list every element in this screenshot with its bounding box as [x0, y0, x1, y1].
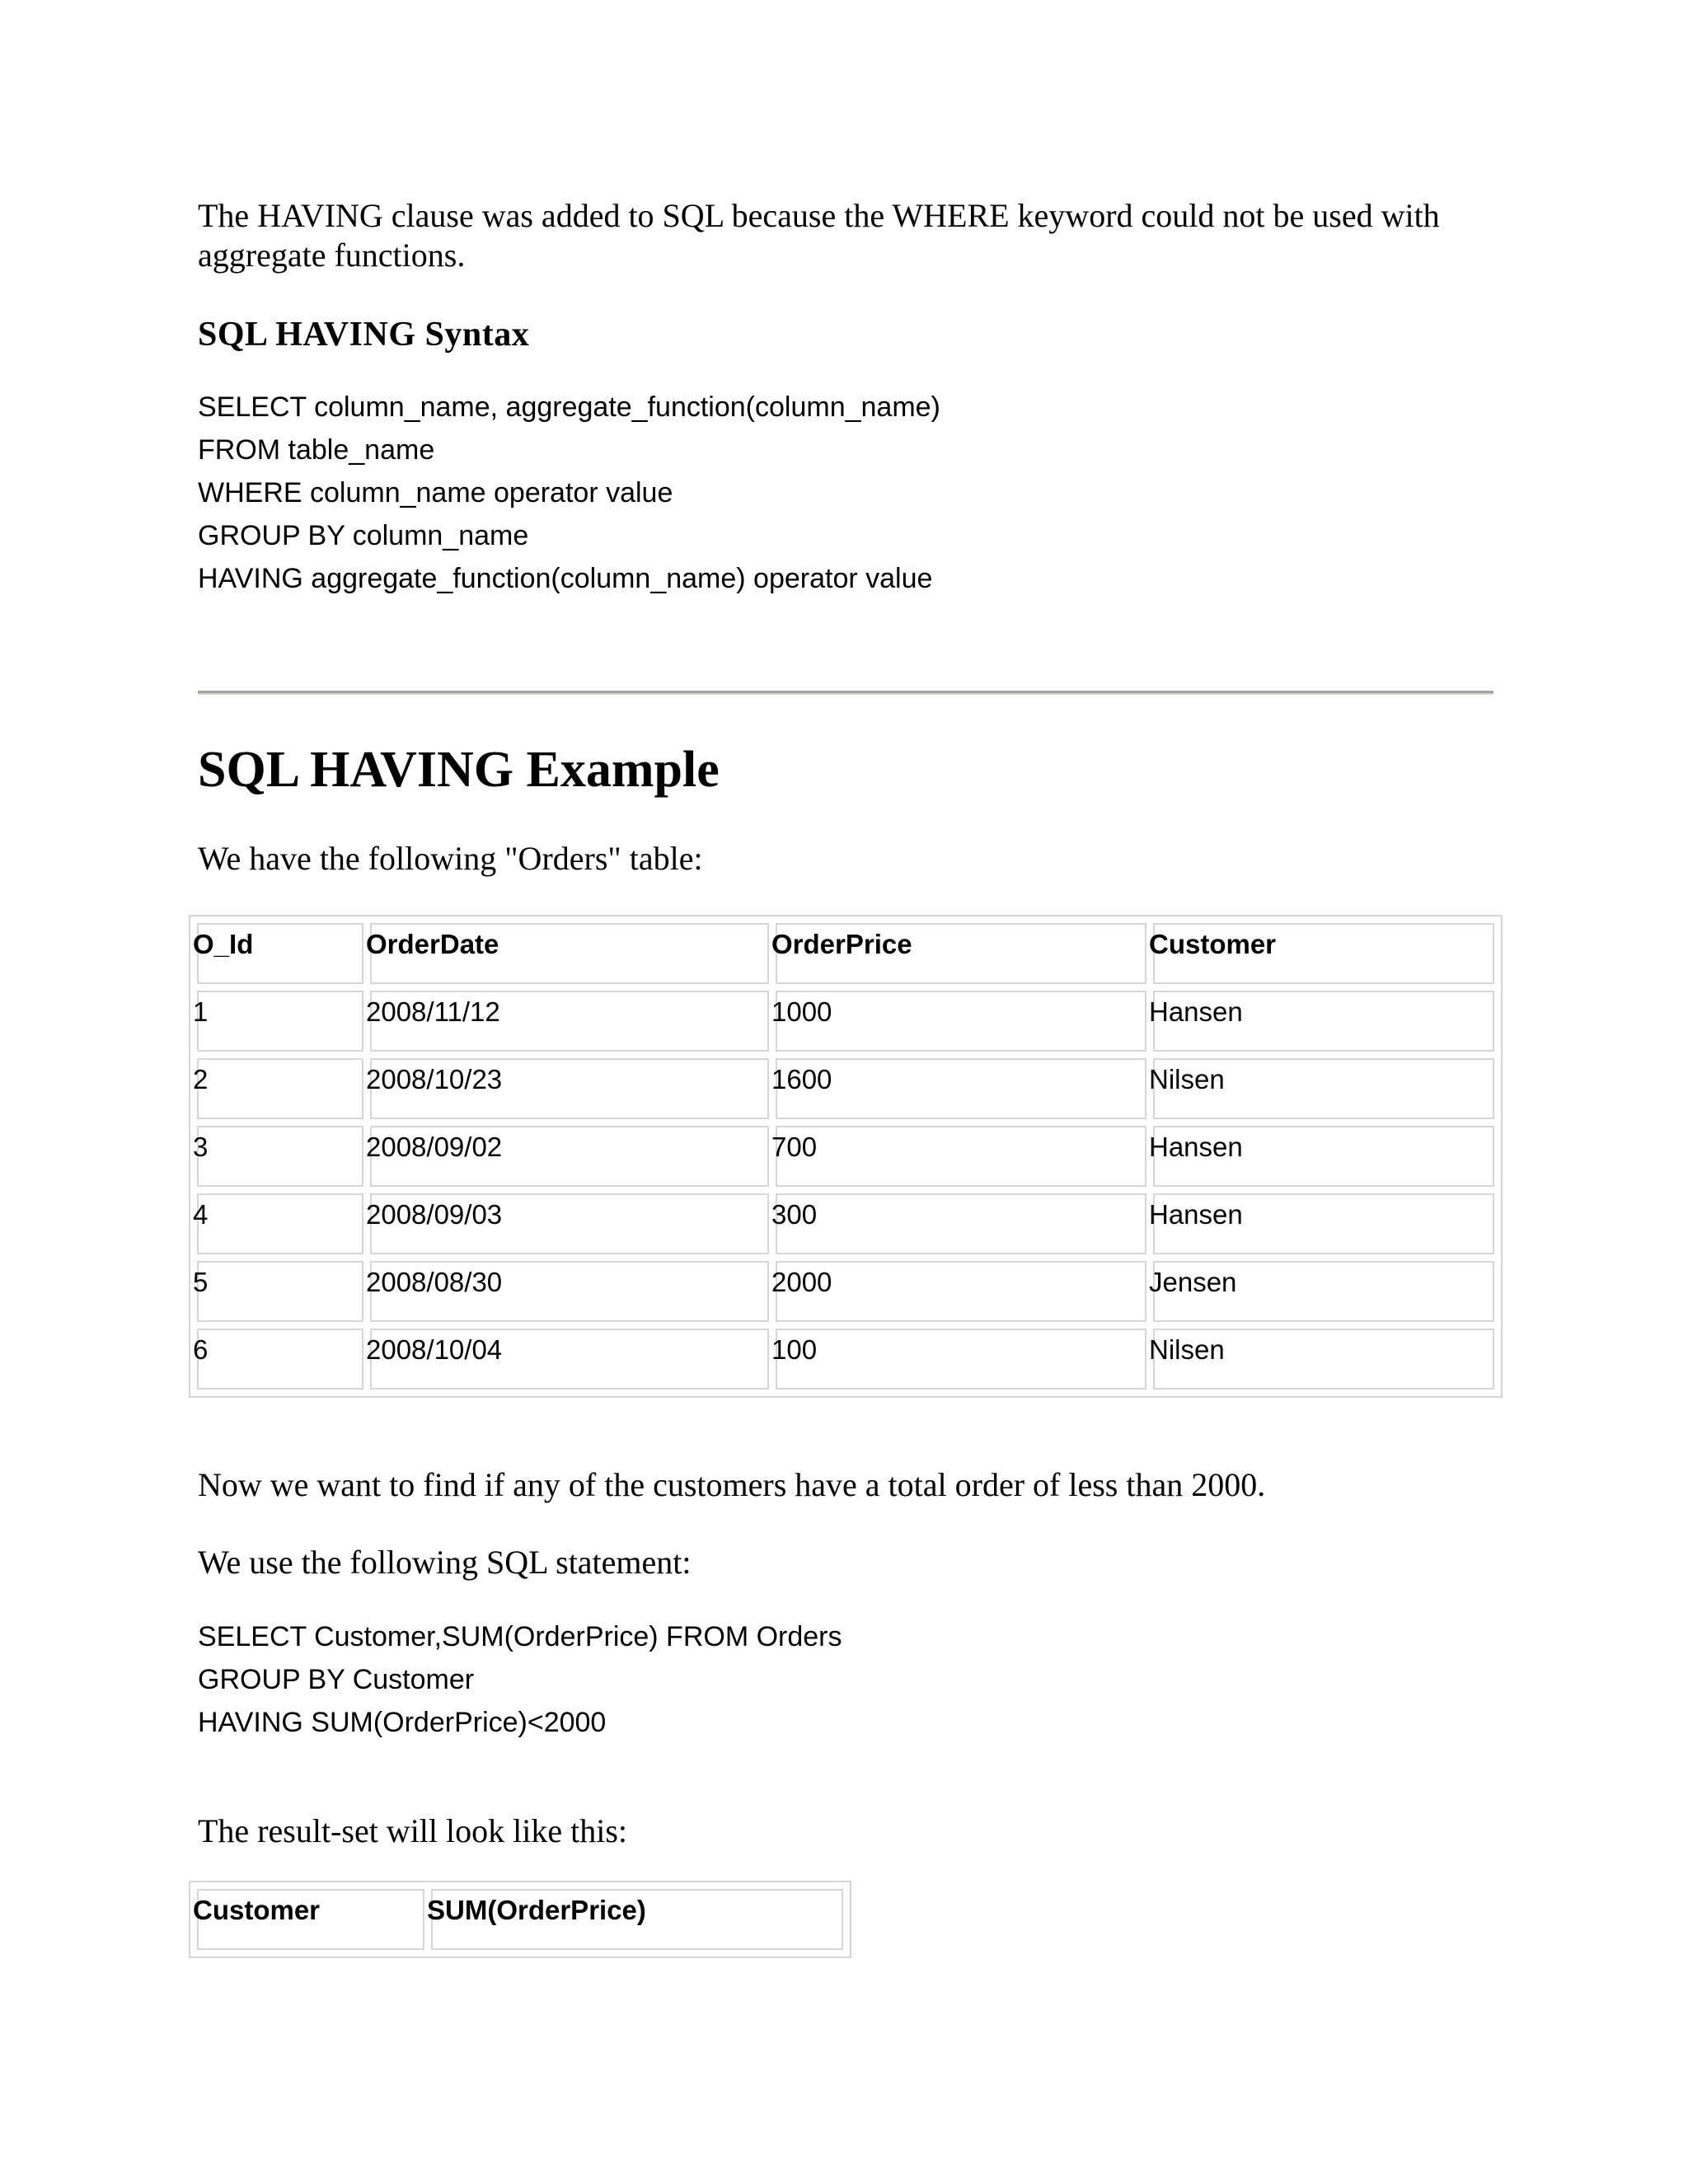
table-cell: 2008/11/12	[370, 991, 769, 1052]
table-cell: 700	[776, 1126, 1146, 1187]
table-cell: 2	[197, 1058, 363, 1119]
code-line: GROUP BY column_name	[198, 520, 529, 551]
header-cell-customer: Customer	[1153, 923, 1494, 984]
header-cell-o-id: O_Id	[197, 923, 363, 984]
table-row	[197, 1126, 1494, 1187]
table-cell: 2008/09/03	[370, 1193, 769, 1254]
code-line: SELECT Customer,SUM(OrderPrice) FROM Orders	[198, 1621, 842, 1652]
table-cell: 1600	[776, 1058, 1146, 1119]
table-cell: 5	[197, 1261, 363, 1322]
table-header-row	[197, 923, 1494, 984]
table-cell: Jensen	[1153, 1261, 1494, 1322]
orders-table	[189, 915, 1503, 1398]
example-sql-code-block	[198, 1615, 842, 1744]
horizontal-divider	[198, 691, 1493, 695]
table-row	[197, 1058, 1494, 1119]
code-line: GROUP BY Customer	[198, 1664, 475, 1695]
example-title: SQL HAVING Example	[198, 742, 720, 798]
syntax-heading: SQL HAVING Syntax	[198, 316, 530, 354]
table-cell: 4	[197, 1193, 363, 1254]
header-cell-order-date: OrderDate	[370, 923, 769, 984]
table-row	[197, 1261, 1494, 1322]
table-cell: 300	[776, 1193, 1146, 1254]
header-cell-customer: Customer	[197, 1889, 424, 1950]
table-cell: 100	[776, 1329, 1146, 1390]
orders-intro-paragraph: We have the following "Orders" table:	[198, 840, 703, 877]
table-cell: 2008/08/30	[370, 1261, 769, 1322]
task-paragraph: Now we want to find if any of the customers have a total order of less than 2000.	[198, 1466, 1266, 1503]
code-line: FROM table_name	[198, 434, 435, 466]
code-line: WHERE column_name operator value	[198, 477, 673, 509]
table-row	[197, 1193, 1494, 1254]
table-header-row	[197, 1889, 843, 1950]
table-cell: Hansen	[1153, 1193, 1494, 1254]
table-cell: Hansen	[1153, 1126, 1494, 1187]
table-cell: 2000	[776, 1261, 1146, 1322]
table-row	[197, 991, 1494, 1052]
code-line: SELECT column_name, aggregate_function(column_name)	[198, 391, 940, 423]
header-cell-order-price: OrderPrice	[776, 923, 1146, 984]
code-line: HAVING SUM(OrderPrice)<2000	[198, 1707, 607, 1738]
table-cell: 1000	[776, 991, 1146, 1052]
table-cell: 6	[197, 1329, 363, 1390]
table-cell: 2008/10/23	[370, 1058, 769, 1119]
table-cell: Nilsen	[1153, 1058, 1494, 1119]
intro-paragraph: The HAVING clause was added to SQL because the WHERE keyword could not be used with aggregate functions.	[198, 197, 1440, 274]
table-cell: 3	[197, 1126, 363, 1187]
table-row	[197, 1329, 1494, 1390]
table-cell: 1	[197, 991, 363, 1052]
table-cell: 2008/10/04	[370, 1329, 769, 1390]
code-line: HAVING aggregate_function(column_name) operator value	[198, 563, 933, 594]
syntax-code-block	[198, 386, 940, 600]
sql-intro-paragraph: We use the following SQL statement:	[198, 1544, 692, 1581]
table-cell: Nilsen	[1153, 1329, 1494, 1390]
result-intro-paragraph: The result-set will look like this:	[198, 1812, 628, 1849]
table-cell: Hansen	[1153, 991, 1494, 1052]
table-cell: 2008/09/02	[370, 1126, 769, 1187]
result-table	[189, 1881, 851, 1958]
header-cell-sum-order-price: SUM(OrderPrice)	[431, 1889, 843, 1950]
